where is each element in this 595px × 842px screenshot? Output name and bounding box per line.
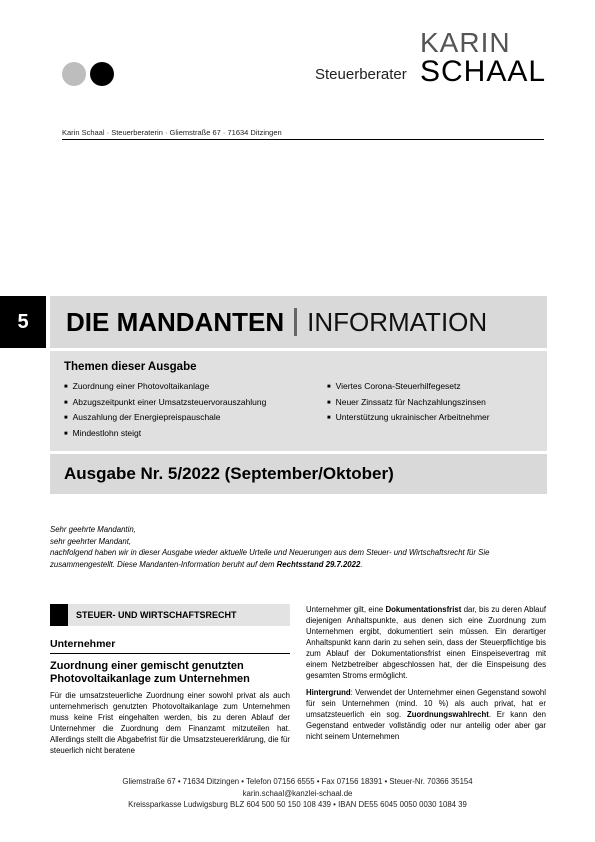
theme-item: ■ Abzugszeitpunkt einer Umsatzsteuervorauszahlung	[64, 395, 327, 411]
intro-body: nachfolgend haben wir in dieser Ausgabe wieder aktuelle Urteile und Neuerungen aus dem Steuer- und Wirtschaftsrecht für Sie zusammengestellt. Diese Mandanten-Information beruht auf dem	[50, 548, 490, 569]
footer-email: karin.schaal@kanzlei-schaal.de	[242, 788, 353, 798]
salutation-line-1: Sehr geehrte Mandantin,	[50, 525, 136, 534]
intro-legal-date: Rechtsstand 29.7.2022	[276, 559, 361, 569]
section-heading: STEUER- UND WIRTSCHAFTSRECHT	[50, 604, 290, 626]
logo-circles	[62, 62, 122, 86]
intro-end: .	[360, 559, 363, 569]
edition-box	[50, 454, 547, 494]
themes-box	[50, 351, 547, 451]
themes-list-left	[64, 379, 327, 441]
text-run: . Er kann den Gegenstand entweder vollständig oder nur anteilig oder aber gar nicht seinem Unternehmen	[306, 710, 546, 741]
edition-title: Ausgabe Nr. 5/2022 (September/Oktober)	[64, 464, 394, 483]
sender-address-line: Karin Schaal · Steuerberaterin · Gliemstraße 67 · 71634 Ditzingen	[62, 128, 544, 140]
theme-item: ■ Neuer Zinssatz für Nachzahlungszinsen	[327, 395, 533, 411]
article-body-left: Für die umsatzsteuerliche Zuordnung einer sowohl privat als auch unternehmerisch genutzten Photovoltaikanlage zum Unternehmen muss keine Frist eingehalten werden, bis zu deren Ablauf der Unternehmer die Zuordnung dem Finanzamt mitzuteilen hat. Allerdings stellt die Abgabefrist für die Umsatzsteuererklärung, die für steuerlich nicht beratene	[50, 691, 290, 755]
text-run: : Verwendet der Unternehmer einen Gegenstand sowohl für sein Unternehmen (mind. 10 %) als auch privat, hat er umsatzsteuerlich ein sog.	[306, 688, 546, 719]
theme-item: ■ Zuordnung einer Photovoltaikanlage	[64, 379, 327, 395]
themes-list-right	[327, 379, 533, 441]
brand-first-name: KARIN	[420, 27, 511, 58]
footer-address: Gliemstraße 67 • 71634 Ditzingen • Telefon 07156 6555 • Fax 07156 18391 • Steuer-Nr. 70366 35154	[122, 777, 473, 786]
text-bold: Zuordnungswahlrecht	[406, 710, 489, 719]
themes-heading: Themen dieser Ausgabe	[64, 361, 197, 373]
footer-bank: Kreissparkasse Ludwigsburg BLZ 604 500 50 150 108 439 • IBAN DE55 6045 0050 0030 1084 39	[128, 800, 467, 809]
logo-circle-grey	[62, 62, 86, 86]
subsection-heading: Unternehmer	[50, 638, 290, 654]
theme-item: ■ Viertes Corona-Steuerhilfegesetz	[327, 379, 533, 395]
text-bold: Hintergrund	[306, 688, 351, 697]
theme-item: ■ Unterstützung ukrainischer Arbeitnehmer	[327, 410, 533, 426]
article-title: Zuordnung einer gemischt genutzten Photovoltaikanlage zum Unternehmen	[50, 660, 250, 685]
logo-circle-black	[90, 62, 114, 86]
text-run: dar, bis zu deren Ablauf diejenigen Anhaltspunkte, aus denen sich eine Zuordnung zum Unternehmen ergibt, dokumentiert sein müssen. Ein derartiger Anhaltspunkt kann darin zu sehen sein, dass der Steuerpflichtige bis zum Ablauf der Dokumentationsfrist einen Einspeisevertrag mit einem Netzbetreiber abgeschlossen hat, der die Einspeisung des gesamten Stroms ermöglicht.	[306, 605, 546, 680]
column-right	[306, 604, 546, 742]
salutation-line-2: sehr geehrter Mandant,	[50, 536, 132, 546]
salutation	[50, 524, 547, 570]
text-run: Unternehmer gilt, eine	[306, 605, 384, 614]
issue-number-badge: 5	[0, 296, 46, 348]
title-light: INFORMATION	[307, 306, 488, 337]
theme-item: ■ Mindestlohn steigt	[64, 426, 327, 442]
column-left	[50, 604, 290, 756]
article-paragraph-1	[306, 604, 546, 681]
footer	[0, 776, 595, 811]
text-bold: Dokumentationsfrist	[385, 605, 462, 614]
article-paragraph-2	[306, 687, 546, 742]
intro-text	[50, 547, 547, 570]
theme-item: ■ Auszahlung der Energiepreispauschale	[64, 410, 327, 426]
brand-last-name: SCHAAL	[420, 55, 547, 88]
newsletter-title	[50, 296, 547, 348]
title-bold: DIE MANDANTEN	[66, 306, 285, 337]
brand-subtitle: Steuerberater	[315, 66, 407, 83]
title-separator	[294, 308, 297, 336]
